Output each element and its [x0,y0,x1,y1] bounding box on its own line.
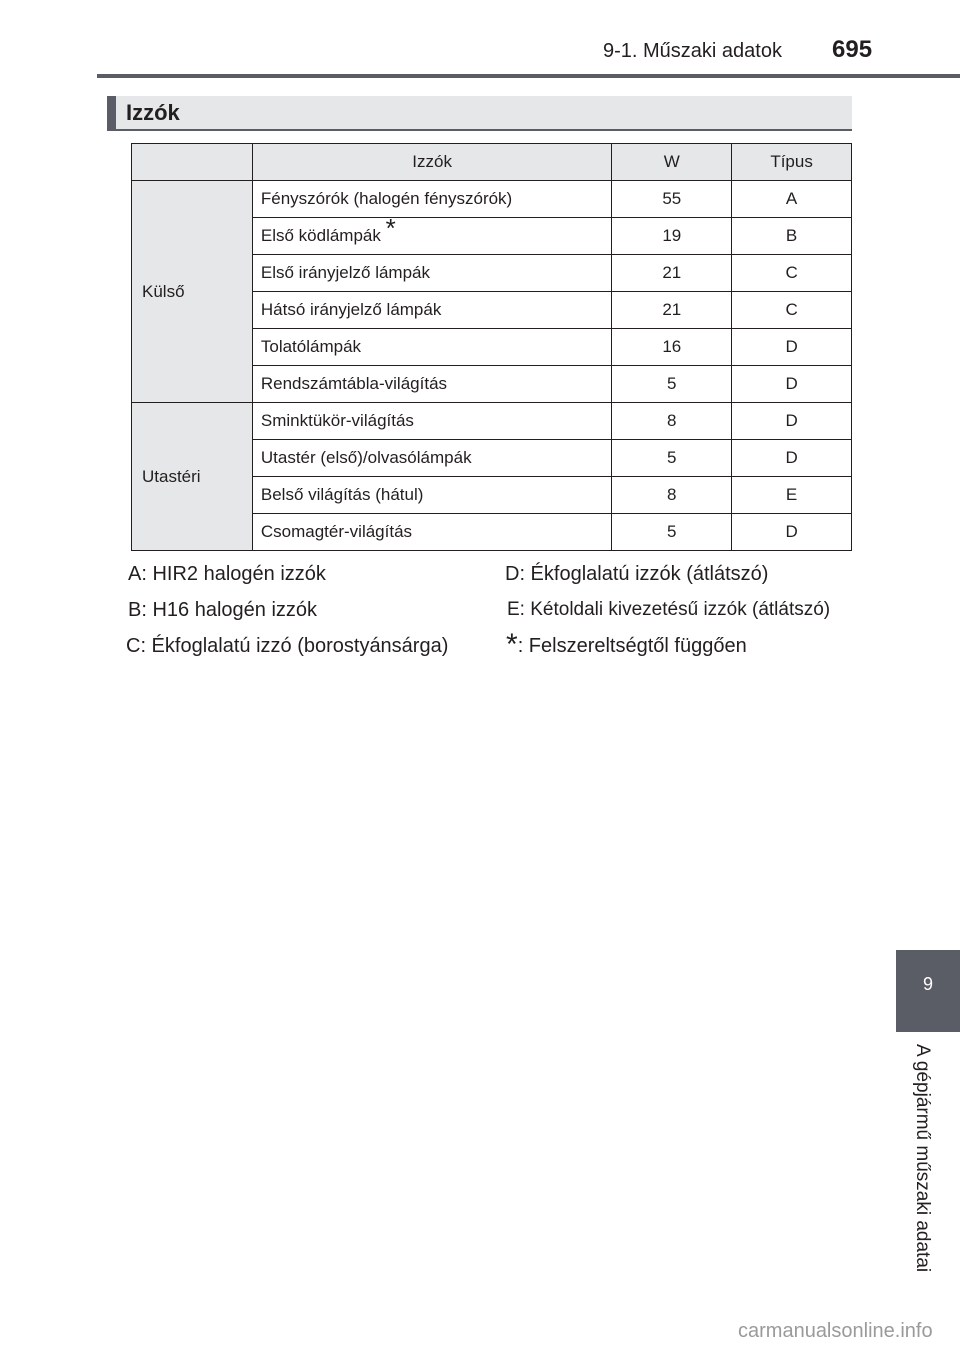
legend-b: B: H16 halogén izzók [128,599,318,621]
bulb-watt: 8 [612,477,732,514]
bulb-name: Rendszámtábla-világítás [252,366,612,403]
bulb-type: C [732,255,852,292]
table-header-row [132,144,852,181]
bulb-watt: 21 [612,255,732,292]
bulb-watt: 16 [612,329,732,366]
bulb-type: A [732,181,852,218]
table-header-cell: W [612,144,732,181]
header-divider [97,74,960,78]
bulb-type: E [732,477,852,514]
bulb-name: Első ködlámpák [260,226,381,245]
bulb-type: D [732,514,852,551]
bulb-name: Első irányjelző lámpák [252,255,612,292]
bulb-name: Csomagtér-világítás [252,514,612,551]
legend-e: E: Kétoldali kivezetésű izzók (átlátszó) [507,599,831,620]
legend-footnote [506,628,747,661]
bulb-watt: 5 [612,440,732,477]
bulb-type: D [732,329,852,366]
bulb-type: B [732,218,852,255]
legend-d: D: Ékfoglalatú izzók (átlátszó) [505,563,769,585]
group-label-utasteri: Utastéri [132,403,253,551]
footnote-asterisk: * [506,628,518,661]
bulb-name: Belső világítás (hátul) [252,477,612,514]
chapter-tab [896,950,960,1032]
bulb-name: Fényszórók (halogén fényszórók) [252,181,612,218]
bulb-watt: 21 [612,292,732,329]
footnote-text: : Felszereltségtől függően [517,635,747,657]
bulb-watt: 19 [612,218,732,255]
table-row [132,403,852,440]
page-number: 695 [832,36,873,63]
watermark: carmanualsonline.info [738,1320,933,1342]
table-row [132,181,852,218]
section-heading-accent [107,96,116,130]
group-label-kulso: Külső [132,181,253,403]
bulb-name: Tolatólámpák [252,329,612,366]
bulb-table [131,143,852,551]
bulb-watt: 8 [612,403,732,440]
chapter-title: A gépjármű műszaki adatai [912,1044,933,1273]
section-title: Izzók [126,100,180,125]
bulb-watt: 55 [612,181,732,218]
bulb-name: Utastér (első)/olvasólámpák [252,440,612,477]
bulb-type: D [732,440,852,477]
legend-c: C: Ékfoglalatú izzó (borostyánsárga) [126,635,449,657]
section-heading-bar [107,96,852,130]
bulb-watt: 5 [612,366,732,403]
footnote-asterisk: * [385,213,396,243]
section-heading-underline [107,129,852,131]
table-header-cell: Típus [732,144,852,181]
bulb-name-cell [252,213,612,255]
table-header-cell: Izzók [252,144,612,181]
header-section-title: 9-1. Műszaki adatok [603,40,782,62]
bulb-name: Hátsó irányjelző lámpák [252,292,612,329]
chapter-number: 9 [922,974,933,994]
legend-a: A: HIR2 halogén izzók [128,563,326,585]
table-header-cell [132,144,253,181]
bulb-watt: 5 [612,514,732,551]
bulb-name: Sminktükör-világítás [252,403,612,440]
bulb-type: C [732,292,852,329]
bulb-type: D [732,366,852,403]
bulb-type: D [732,403,852,440]
